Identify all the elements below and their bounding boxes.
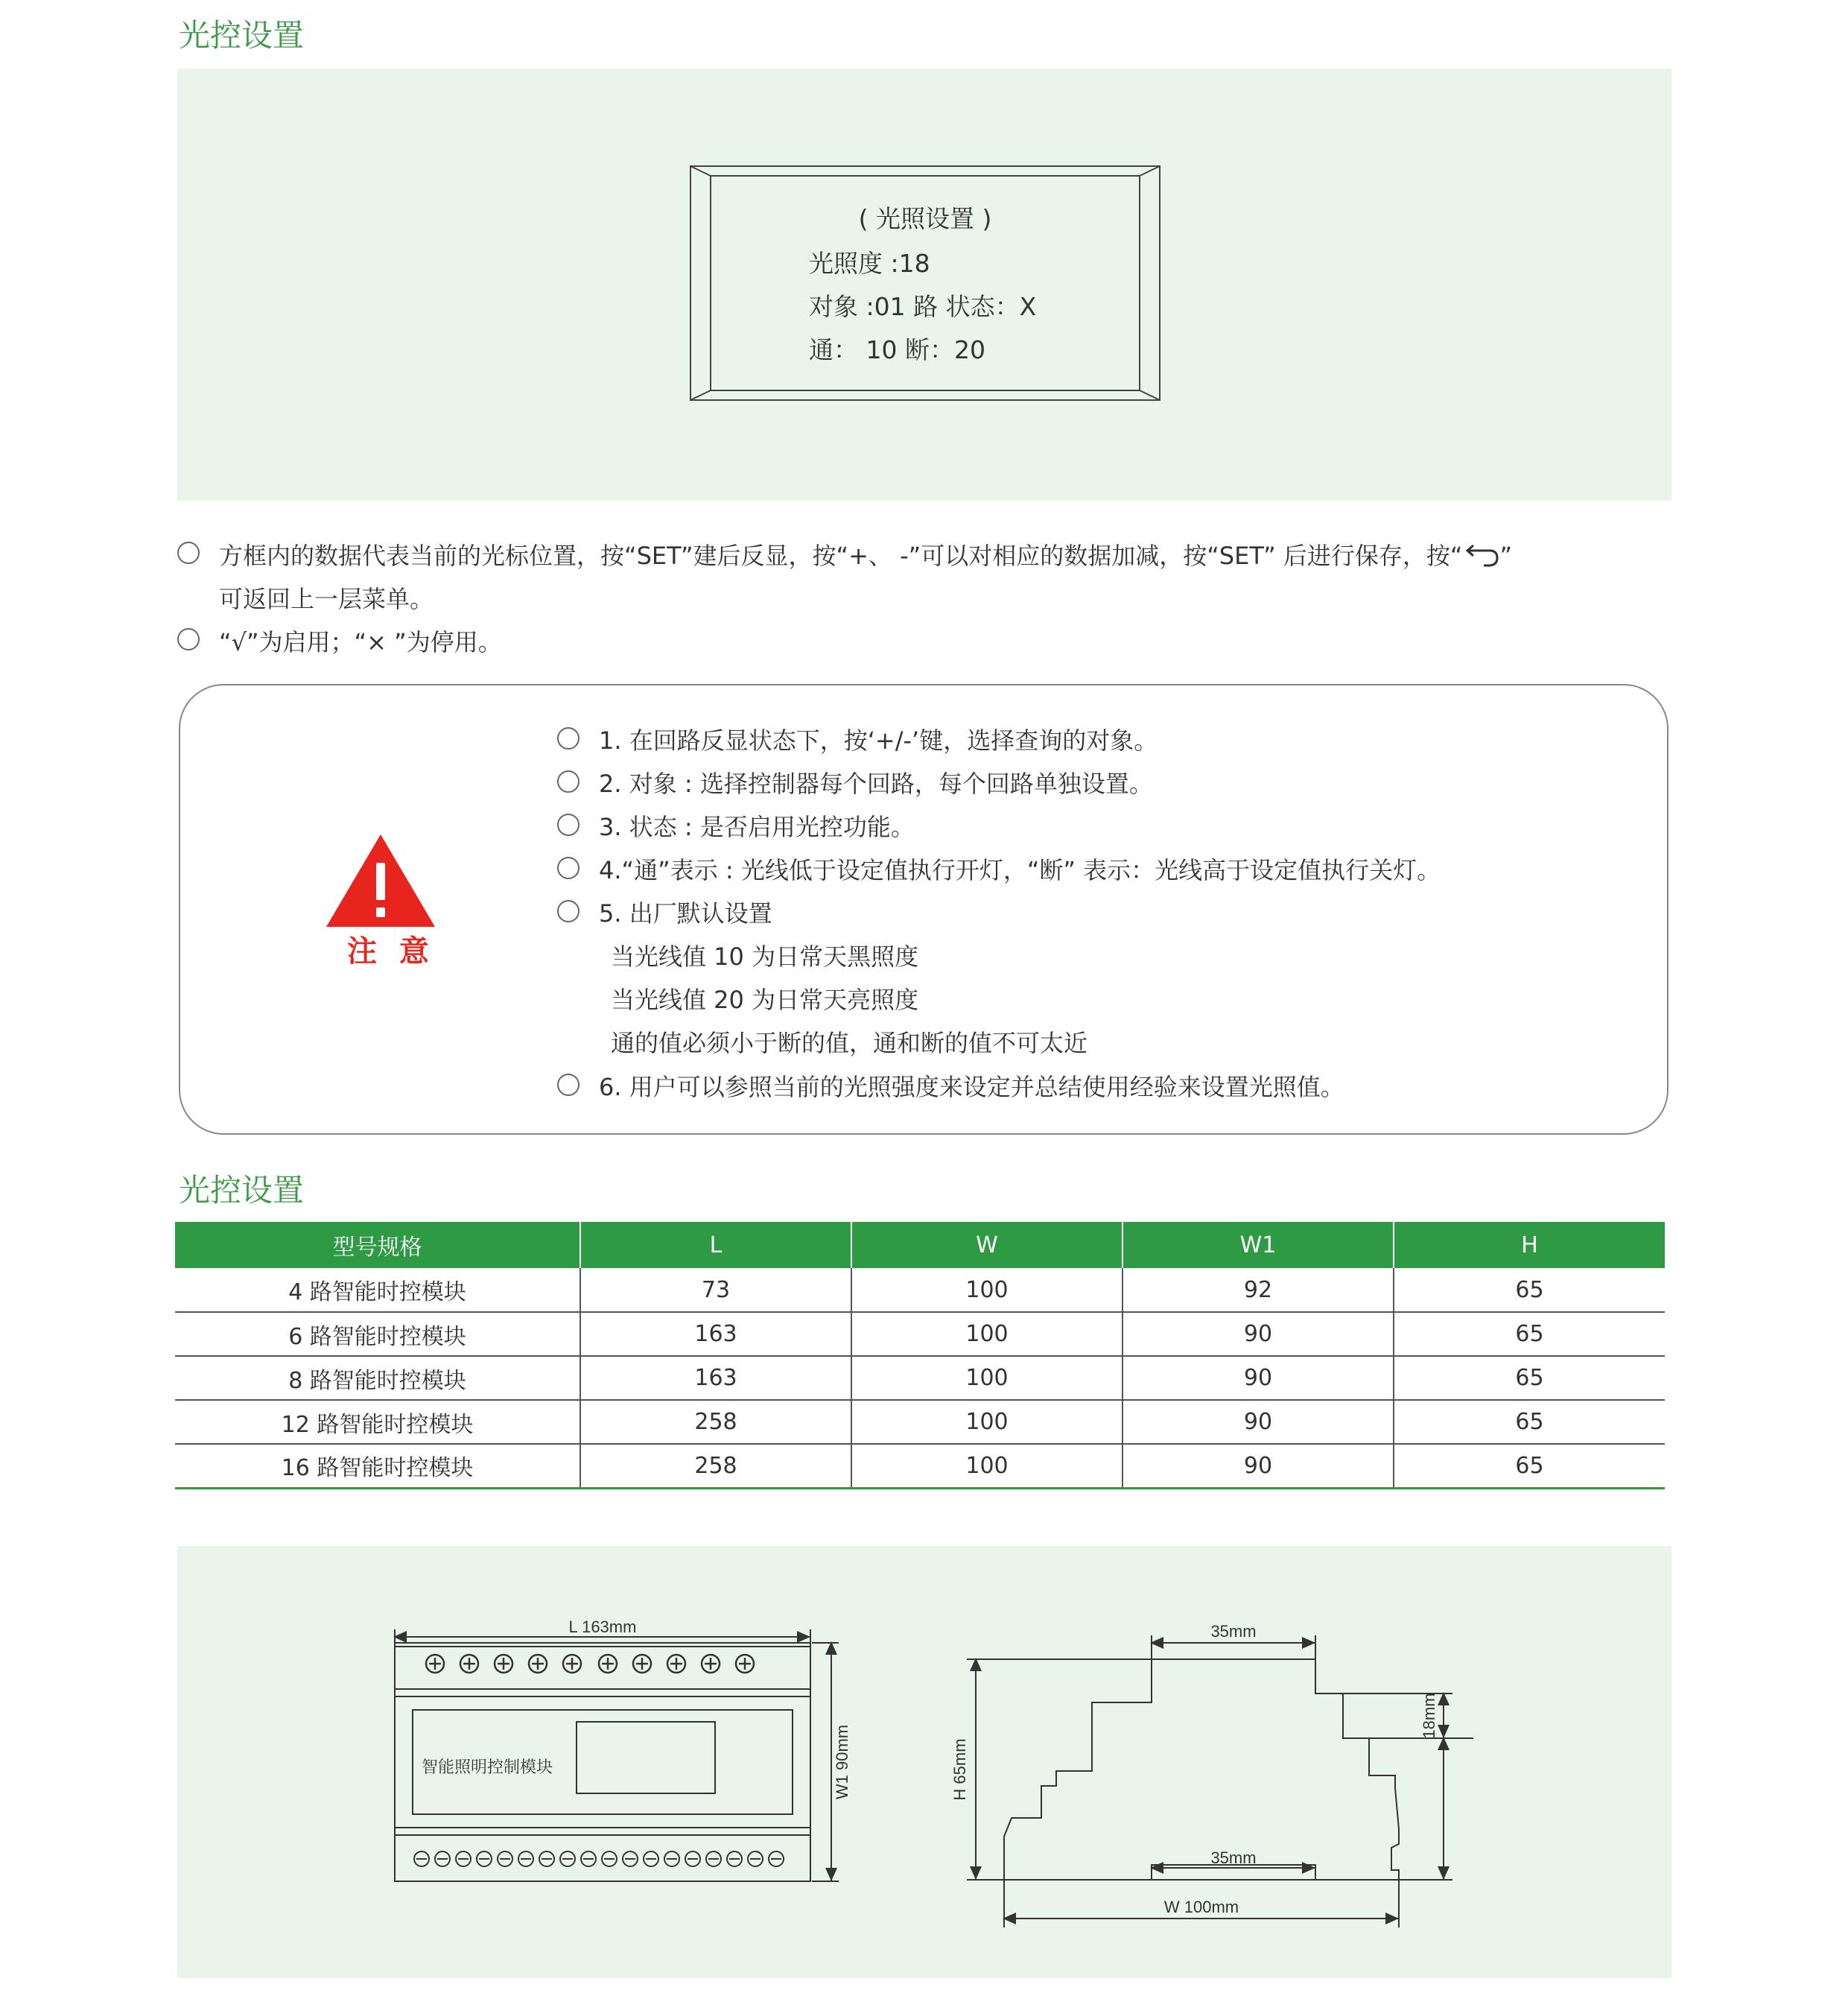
cell-model: 12 路智能时控模块 (175, 1400, 580, 1444)
side-rail-label: 35mm (1210, 1848, 1257, 1867)
circle-bullet-icon (557, 727, 580, 750)
instruction-text (219, 537, 1512, 571)
cell-w: 100 (851, 1312, 1123, 1356)
header-w1: W1 (1123, 1222, 1394, 1268)
side-step-label: 18mm (1420, 1693, 1438, 1739)
cell-w1: 90 (1123, 1312, 1394, 1356)
cell-l: 163 (580, 1312, 851, 1356)
side-top-label: 35mm (1210, 1622, 1257, 1641)
return-arrow-icon (1463, 543, 1500, 568)
cell-w1: 92 (1123, 1268, 1394, 1312)
dimension-drawings (177, 1546, 1671, 1978)
notice-sub-item-1: 当光线值 10 为日常天黑照度 (611, 942, 919, 971)
circle-bullet-icon (557, 857, 580, 879)
notice-sub-item-2: 当光线值 20 为日常天亮照度 (611, 986, 919, 1014)
table-row (175, 1268, 1665, 1312)
instruction-text-close-quote: ” (1499, 542, 1513, 570)
cell-l: 258 (580, 1400, 851, 1444)
cell-w: 100 (851, 1400, 1123, 1444)
notice-item-5: 5. 出厂默认设置 (599, 899, 772, 928)
table-row (175, 1444, 1665, 1488)
cell-w: 100 (851, 1356, 1123, 1400)
cell-w: 100 (851, 1444, 1123, 1488)
side-width-label: W 100mm (1163, 1898, 1239, 1916)
lcd-screen (690, 165, 1160, 401)
bottom-terminal-row (414, 1851, 784, 1866)
front-height-label: W1 90mm (833, 1724, 851, 1800)
cell-h: 65 (1394, 1444, 1665, 1488)
circle-bullet-icon (557, 1074, 580, 1096)
cell-model: 16 路智能时控模块 (175, 1444, 580, 1488)
notice-sub-item-3: 通的值必须小于断的值，通和断的值不可太近 (611, 1029, 1088, 1057)
cell-l: 163 (580, 1356, 851, 1400)
cell-w1: 90 (1123, 1444, 1394, 1488)
cell-l: 258 (580, 1444, 851, 1488)
section-title-light-control: 光控设置 (179, 17, 305, 54)
notice-item-3: 3. 状态 : 是否启用光控功能。 (599, 813, 915, 841)
cell-w1: 90 (1123, 1356, 1394, 1400)
warning-triangle-icon (325, 833, 436, 930)
cell-l: 73 (580, 1268, 851, 1312)
lcd-target-line: 对象 :01 路 状态：X (809, 292, 1037, 321)
cell-w1: 90 (1123, 1400, 1394, 1444)
notice-label: 注 意 (347, 934, 435, 969)
notice-item-6: 6. 用户可以参照当前的光照强度来设定并总结使用经验来设置光照值。 (599, 1073, 1344, 1101)
notice-item-2: 2. 对象 : 选择控制器每个回路，每个回路单独设置。 (599, 770, 1153, 798)
lcd-on-off-line: 通： 10 断：20 (809, 335, 985, 364)
lcd-illuminance-line: 光照度 :18 (809, 249, 930, 278)
circle-bullet-icon (557, 814, 580, 836)
notice-item-1: 1. 在回路反显状态下，按‘+/-’键，选择查询的对象。 (599, 726, 1158, 755)
cell-w: 100 (851, 1268, 1123, 1312)
table-row (175, 1400, 1665, 1444)
enable-disable-text: “√”为启用；“× ”为停用。 (219, 628, 502, 656)
cell-h: 65 (1394, 1268, 1665, 1312)
instruction-text-main: 方框内的数据代表当前的光标位置，按“SET”建后反显，按“+、 -”可以对相应的数据加减，按“SET” 后进行保存，按“ (219, 542, 1463, 570)
header-l: L (580, 1222, 851, 1268)
notice-item-4: 4.“通”表示 : 光线低于设定值执行开灯，“断” 表示：光线高于设定值执行关灯。 (599, 856, 1441, 884)
spec-table (175, 1222, 1665, 1489)
circle-bullet-icon (177, 628, 200, 650)
cell-model: 8 路智能时控模块 (175, 1356, 580, 1400)
table-header-row (175, 1222, 1665, 1268)
cell-h: 65 (1394, 1312, 1665, 1356)
circle-bullet-icon (557, 900, 580, 922)
header-h: H (1394, 1222, 1665, 1268)
cell-model: 6 路智能时控模块 (175, 1312, 580, 1356)
top-terminal-row (426, 1655, 754, 1673)
cell-h: 65 (1394, 1356, 1665, 1400)
front-module-label: 智能照明控制模块 (422, 1758, 553, 1776)
section-title-dimensions: 光控设置 (179, 1172, 305, 1208)
table-row (175, 1312, 1665, 1356)
cell-h: 65 (1394, 1400, 1665, 1444)
circle-bullet-icon (557, 770, 580, 793)
circle-bullet-icon (177, 542, 200, 564)
table-row (175, 1356, 1665, 1400)
side-view-drawing (967, 1635, 1473, 1927)
side-height-label: H 65mm (950, 1738, 969, 1801)
lcd-title: ( 光照设置 ) (858, 204, 992, 233)
header-model: 型号规格 (175, 1222, 580, 1268)
cell-model: 4 路智能时控模块 (175, 1268, 580, 1312)
front-length-label: L 163mm (568, 1618, 637, 1636)
header-w: W (851, 1222, 1123, 1268)
instruction-text-continued: 可返回上一层菜单。 (219, 585, 434, 613)
